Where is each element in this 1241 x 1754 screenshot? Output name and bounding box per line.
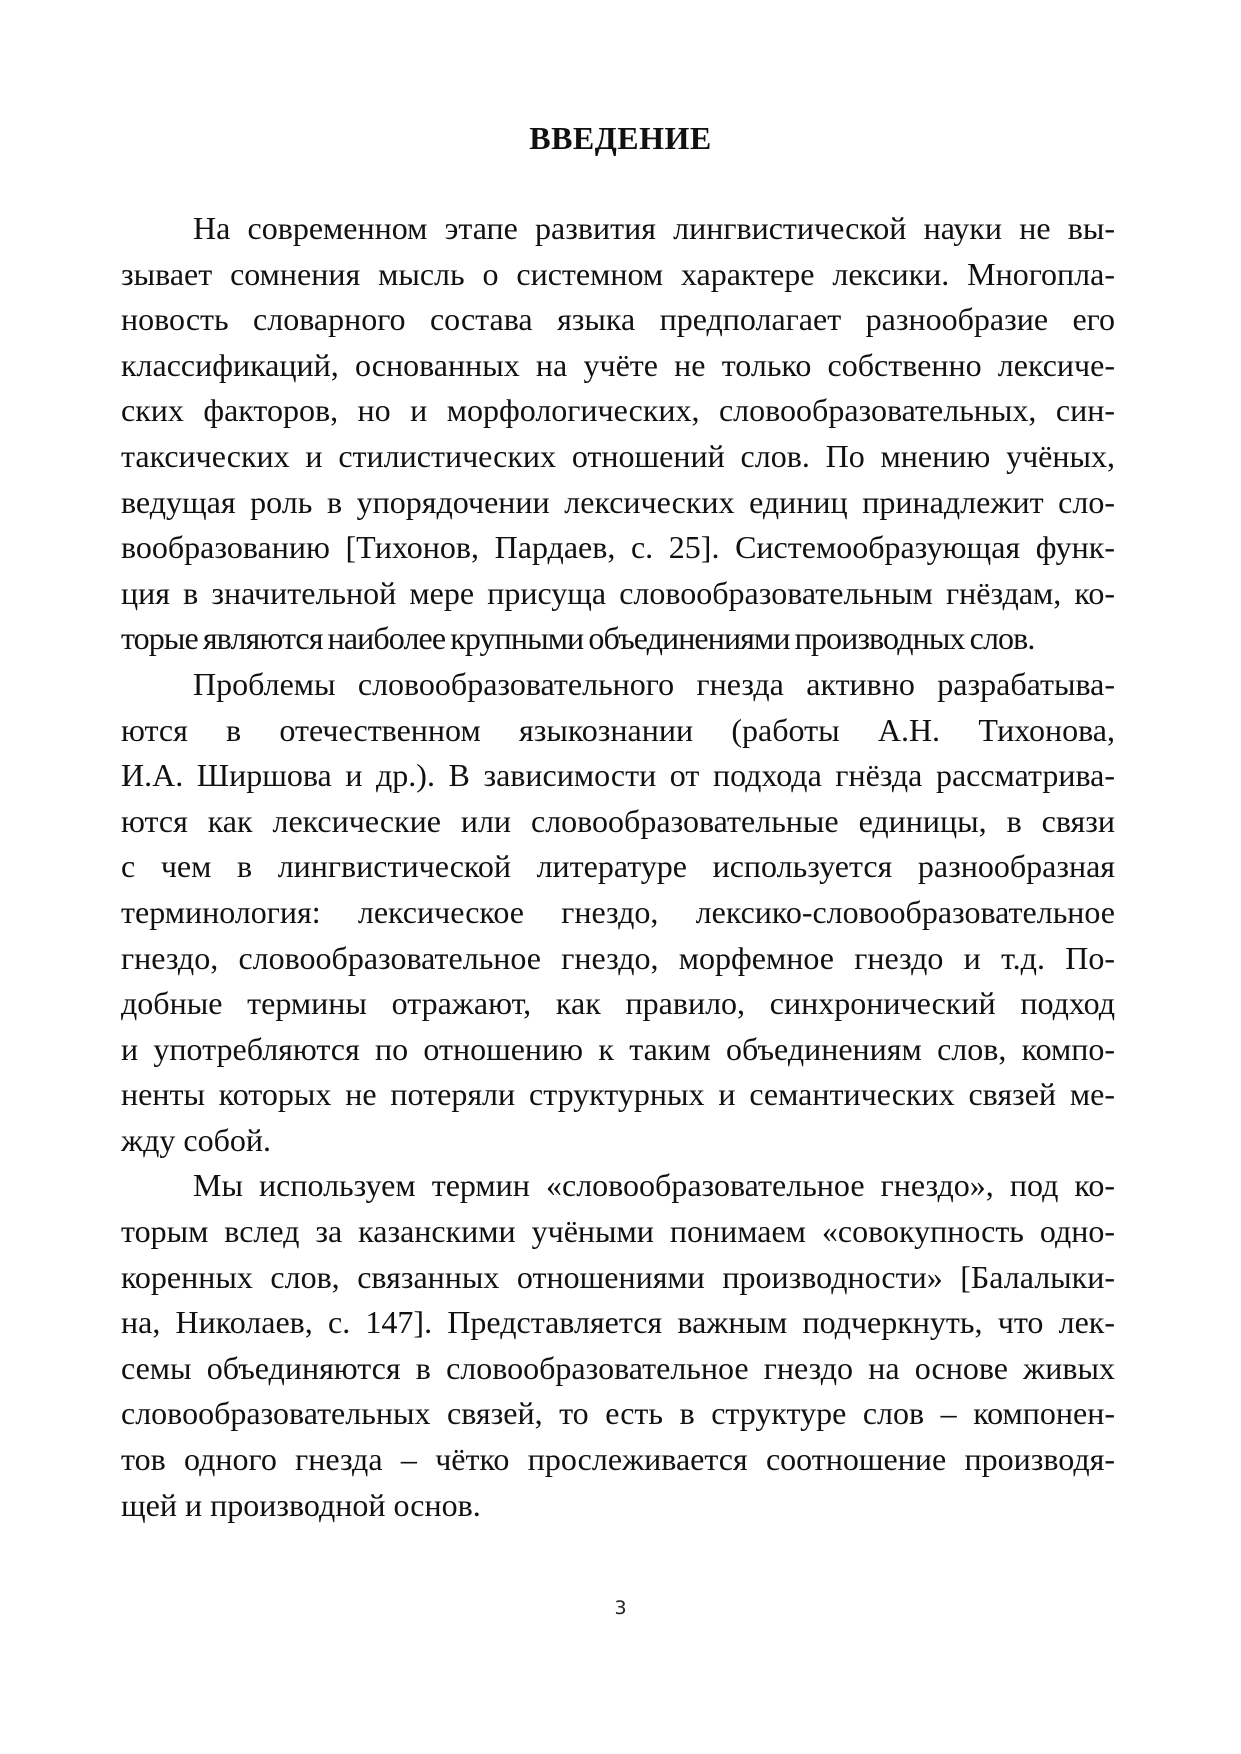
paragraph-1 — [121, 206, 1115, 662]
text-line: ведущая роль в упорядочении лексических единиц принадлежит сло- — [121, 483, 1115, 520]
text-line: добные термины отражают, как правило, синхронический подход — [121, 985, 1115, 1022]
text-line: торые являются наиболее крупными объединениями производных слов. — [121, 620, 1035, 657]
text-line: ненты которых не потеряли структурных и семантических связей ме- — [121, 1076, 1115, 1113]
text-line: на, Николаев, с. 147]. Представляется важным подчеркнуть, что лек- — [121, 1304, 1115, 1341]
text-line: классификаций, основанных на учёте не только собственно лексиче- — [121, 346, 1115, 383]
text-line: Проблемы словообразовательного гнезда активно разрабатыва- — [193, 665, 1115, 702]
text-line: И.А. Ширшова и др.). В зависимости от подхода гнёзда рассматрива- — [121, 757, 1115, 794]
page-number: 3 — [614, 1597, 627, 1619]
text-line: На современном этапе развития лингвистической науки не вы- — [193, 210, 1115, 246]
text-line: торым вслед за казанскими учёными понимаем «совокупность одно- — [121, 1213, 1115, 1250]
text-line: словообразовательных связей, то есть в структуре слов – компонен- — [121, 1395, 1115, 1432]
text-line: зывает сомнения мысль о системном характере лексики. Многопла- — [121, 255, 1115, 292]
text-line: ция в значительной мере присуща словообразовательным гнёздам, ко- — [121, 574, 1115, 611]
text-line: жду собой. — [121, 1121, 271, 1158]
text-line: новость словарного состава языка предполагает разнообразие его — [121, 301, 1115, 338]
text-line: вообразованию [Тихонов, Пардаев, с. 25]. Системообразующая функ- — [121, 529, 1115, 566]
text-line: щей и производной основ. — [121, 1486, 481, 1523]
text-line: с чем в лингвистической литературе используется разнообразная — [121, 848, 1115, 885]
text-line: терминология: лексическое гнездо, лексико-словообразовательное — [121, 893, 1115, 930]
text-line: и употребляются по отношению к таким объединениям слов, компо- — [121, 1030, 1115, 1067]
section-heading: ВВЕДЕНИЕ — [529, 120, 712, 156]
body-text — [121, 206, 1115, 1528]
text-line: таксических и стилистических отношений слов. По мнению учёных, — [121, 437, 1115, 474]
text-line: тов одного гнезда – чётко прослеживается соотношение производя- — [121, 1441, 1115, 1478]
paragraph-3 — [121, 1163, 1115, 1528]
text-line: семы объединяются в словообразовательное гнездо на основе живых — [121, 1349, 1115, 1386]
text-line: ются как лексические или словообразовательные единицы, в связи — [121, 802, 1115, 839]
paragraph-2 — [121, 662, 1115, 1164]
text-line: гнездо, словообразовательное гнездо, морфемное гнездо и т.д. По- — [121, 939, 1115, 976]
text-line: ских факторов, но и морфологических, словообразовательных, син- — [121, 392, 1115, 429]
text-line: коренных слов, связанных отношениями производности» [Балалыки- — [121, 1258, 1115, 1295]
text-line: ются в отечественном языкознании (работы А.Н. Тихонова, — [121, 711, 1115, 748]
text-line: Мы используем термин «словообразовательное гнездо», под ко- — [193, 1167, 1115, 1204]
